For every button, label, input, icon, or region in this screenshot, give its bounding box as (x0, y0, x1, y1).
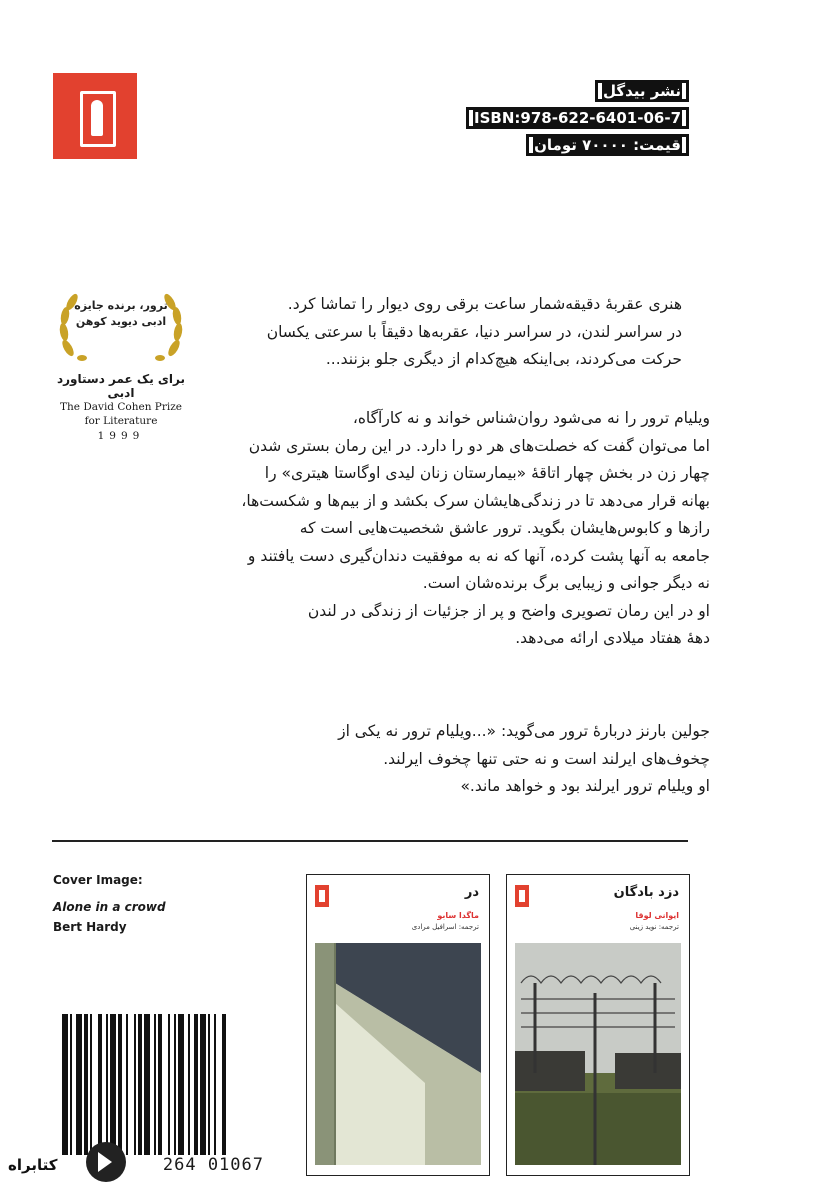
related-book-cover[interactable] (506, 874, 690, 1176)
text-line: او ویلیام ترور ایرلند بود و خواهد ماند.» (460, 777, 710, 795)
text-line: ویلیام ترور را نه می‌شود روان‌شناس خواند و نه کارآگاه، (352, 409, 710, 427)
text-line: دههٔ هفتاد میلادی ارائه می‌دهد. (515, 629, 710, 647)
text-line: رازها و کابوس‌هایشان بگوید. ترور عاشق شخصیت‌هایی است که (299, 519, 710, 537)
book-translator: ترجمه: اسرافیل مرادی (411, 923, 479, 931)
award-year: 1999 (97, 430, 145, 442)
award-name-en-line2: for Literature (84, 415, 158, 427)
award-name-en-line1: The David Cohen Prize (60, 401, 182, 413)
text-line: در سراسر لندن، در سراسر دنیا، عقربه‌ها دقیقاً با سرعتی یکسان (266, 322, 682, 341)
text-line: جولین بارنز دربارهٔ ترور می‌گوید: «...ویلیام ترور نه یکی از (338, 722, 710, 740)
cover-image-title: Alone in a crowd (53, 900, 166, 914)
watermark-text: کتابراه (8, 1156, 58, 1174)
text-line: جامعه به آنها پشت کرده، آنها که نه به موفقیت دندان‌گیری دست یافتند و (247, 546, 710, 565)
text-line: اما می‌توان گفت که خصلت‌های هر دو را دارد. در این رمان بستری شدن (248, 436, 710, 455)
publisher-name: نشر بیدگل (595, 80, 689, 102)
book-translator: ترجمه: نوید زینی (629, 923, 679, 931)
isbn-label: ISBN:978-622-6401-06-7 (466, 107, 689, 129)
text-line: هنری عقربهٔ دقیقه‌شمار ساعت برقی روی دیوار را تماشا کرد. (287, 295, 682, 313)
text-line: حرکت می‌کردند، بی‌اینکه هیچ‌کدام از دیگری جلو بزنند... (325, 350, 682, 368)
quote-paragraph (338, 718, 710, 801)
book-title: دزد بادگان (613, 885, 679, 900)
cover-image-label: Cover Image: (53, 873, 143, 887)
book-author: ماگدا سابو (437, 911, 479, 920)
award-wreath-text: ترور، برنده جایزه ادبی دیوید کوهن (74, 299, 168, 328)
award-block (52, 288, 190, 442)
text-line: او در این رمان تصویری واضح و پر از جزئیات از زندگی در لندن (307, 601, 710, 620)
book-cover-photo (515, 943, 681, 1165)
excerpt-paragraph (267, 291, 682, 374)
book-title: در (464, 885, 479, 900)
book-author: ایوانی لوقا (635, 911, 679, 920)
divider (52, 840, 688, 842)
publisher-logo-icon (515, 885, 529, 907)
cover-image-artist: Bert Hardy (53, 920, 127, 934)
description-paragraph (241, 405, 710, 653)
price-label: قیمت: ۷۰۰۰۰ تومان (526, 134, 689, 156)
text-line: چهار زن در بخش چهار اتاقهٔ «بیمارستان زنان لیدی اوگاستا هیتری» را (264, 464, 710, 482)
related-book-cover[interactable] (306, 874, 490, 1176)
watermark-logo-icon (68, 1140, 130, 1184)
laurel-wreath-icon (52, 288, 190, 368)
book-cover-painting (315, 943, 481, 1165)
text-line: بهانه قرار می‌دهد تا در زندگی‌هایشان سرک بکشد و از بیم‌ها و شکست‌ها، (241, 491, 710, 510)
publisher-logo (53, 73, 137, 159)
publisher-logo-icon (315, 885, 329, 907)
award-subtitle: برای یک عمر دستاورد ادبی (56, 372, 185, 400)
text-line: چخوف‌های ایرلند است و نه حتی تنها چخوف ایرلند. (383, 749, 710, 768)
barcode-digits: 264 01067 (60, 1155, 266, 1175)
text-line: نه دیگر جوانی و زیبایی برگ برنده‌شان است. (422, 574, 710, 592)
